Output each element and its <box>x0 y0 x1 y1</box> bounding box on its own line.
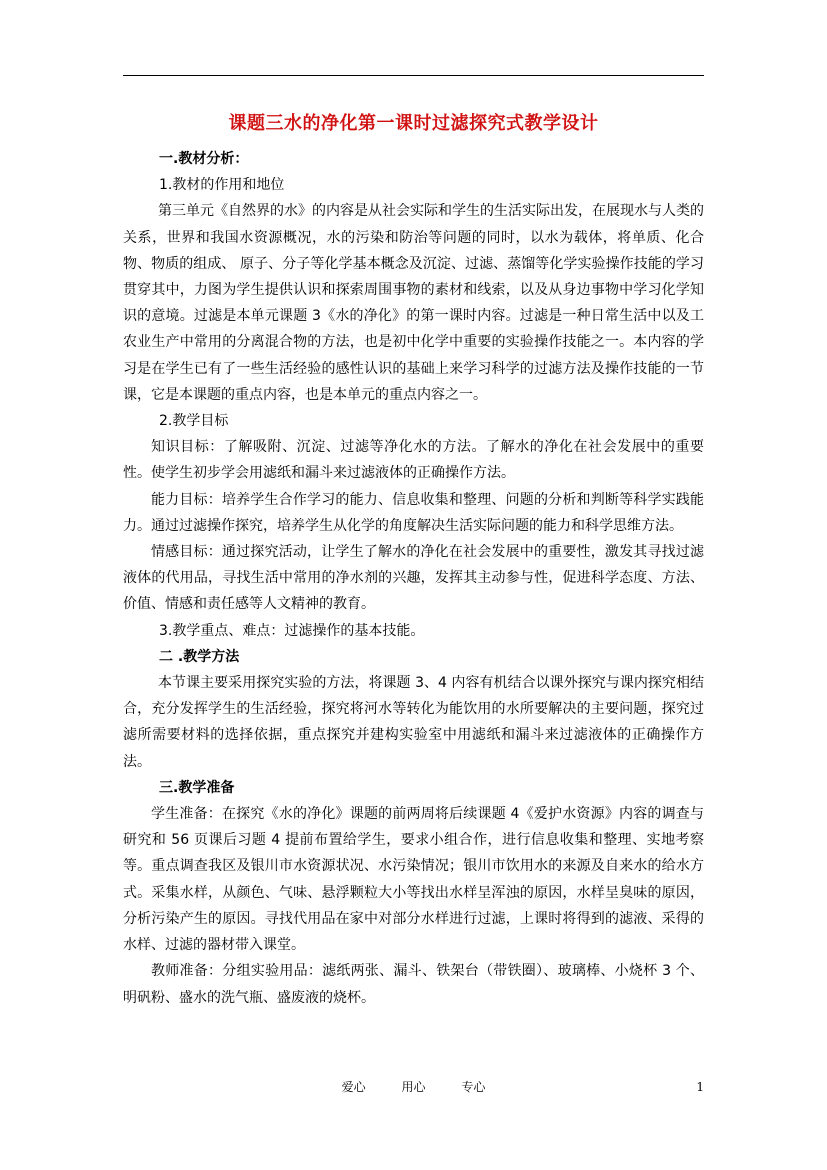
page-number: 1 <box>696 1080 704 1094</box>
subheading-role-and-status: 1.教材的作用和地位 <box>159 177 285 194</box>
header-rule <box>123 75 704 76</box>
paragraph-student-preparation: 学生准备：在探究《水的净化》课题的前两周将后续课题 4《爱护水资源》内容的调查与研究和 56 页课后习题 4 提前布置给学生，要求小组合作，进行信息收集和整理、实地考察等。重点调查我区及银川市水资源状况、水污染情况；银川市饮用水的来源及自来水的给水方式。采集水样，从颜色、气味、悬浮颗粒大小等找出水样呈浑浊的原因，水样呈臭味的原因，分析污染产生的原因。寻找代用品在家中对部分水样进行过滤，上课时将得到的滤液、采得的水样、过滤的器材带入课堂。 <box>123 806 704 954</box>
document-title: 课题三水的净化第一课时过滤探究式教学设计 <box>228 113 599 134</box>
paragraph-unit-overview: 第三单元《自然界的水》的内容是从社会实际和学生的生活实际出发，在展现水与人类的关系，世界和我国水资源概况，水的污染和防治等问题的同时，以水为载体，将单质、化合物、物质的组成、 原子、分子等化学基本概念及沉淀、过滤、蒸馏等化学实验操作技能的学习贯穿其中，力图为学生提供认识和探索周围事物的素材和线索，以及从身边事物中学习化学知识的意境。过滤是本单元课题 3《水的净化》的第一课时内容。过滤是一种日常生活中以及工农业生产中常用的分离混合物的方法，也是初中化学中重要的实验操作技能之一。本内容的学习是在学生已有了一些生活经验的感性认识的基础上来学习科学的过滤方法及操作技能的一节课，它是本课题的重点内容，也是本单元的重点内容之一。 <box>123 203 704 403</box>
section-heading-preparation: 三.教学准备 <box>159 779 235 796</box>
section-heading-teaching-method: 二 .教学方法 <box>159 648 240 665</box>
subheading-key-points: 3.教学重点、难点：过滤操作的基本技能。 <box>159 622 425 639</box>
page-footer <box>0 1077 827 1097</box>
paragraph-teaching-method: 本节课主要采用探究实验的方法，将课题 3、4 内容有机结合以课外探究与课内探究相结合，充分发挥学生的生活经验，探究将河水等转化为能饮用的水所要解决的主要问题，探究过滤所需要材料的选择依据，重点探究并建构实验室中用滤纸和漏斗来过滤液体的正确操作方法。 <box>123 675 704 770</box>
document-body <box>123 146 704 1011</box>
paragraph-emotion-goal: 情感目标：通过探究活动，让学生了解水的净化在社会发展中的重要性，激发其寻找过滤液体的代用品，寻找生活中常用的净水剂的兴趣，发挥其主动参与性，促进科学态度、方法、价值、情感和责任感等人文精神的教育。 <box>123 544 704 613</box>
subheading-teaching-goals: 2.教学目标 <box>159 413 229 430</box>
paragraph-teacher-preparation: 教师准备：分组实验用品：滤纸两张、漏斗、铁架台（带铁圈）、玻璃棒、小烧杯 3 个、明矾粉、盛水的洗气瓶、盛废液的烧杯。 <box>123 963 704 1006</box>
section-heading-textbook-analysis: 一.教材分析： <box>159 151 249 167</box>
footer-motto-love: 爱心 <box>341 1080 366 1094</box>
paragraph-ability-goal: 能力目标：培养学生合作学习的能力、信息收集和整理、问题的分析和判断等科学实践能力。通过过滤操作探究，培养学生从化学的角度解决生活实际问题的能力和科学思维方法。 <box>123 491 704 534</box>
paragraph-knowledge-goal: 知识目标：了解吸附、沉淀、过滤等净化水的方法。了解水的净化在社会发展中的重要性。使学生初步学会用滤纸和漏斗来过滤液体的正确操作方法。 <box>123 439 704 482</box>
footer-motto-focus: 专心 <box>461 1080 486 1094</box>
footer-motto-care: 用心 <box>401 1080 426 1094</box>
